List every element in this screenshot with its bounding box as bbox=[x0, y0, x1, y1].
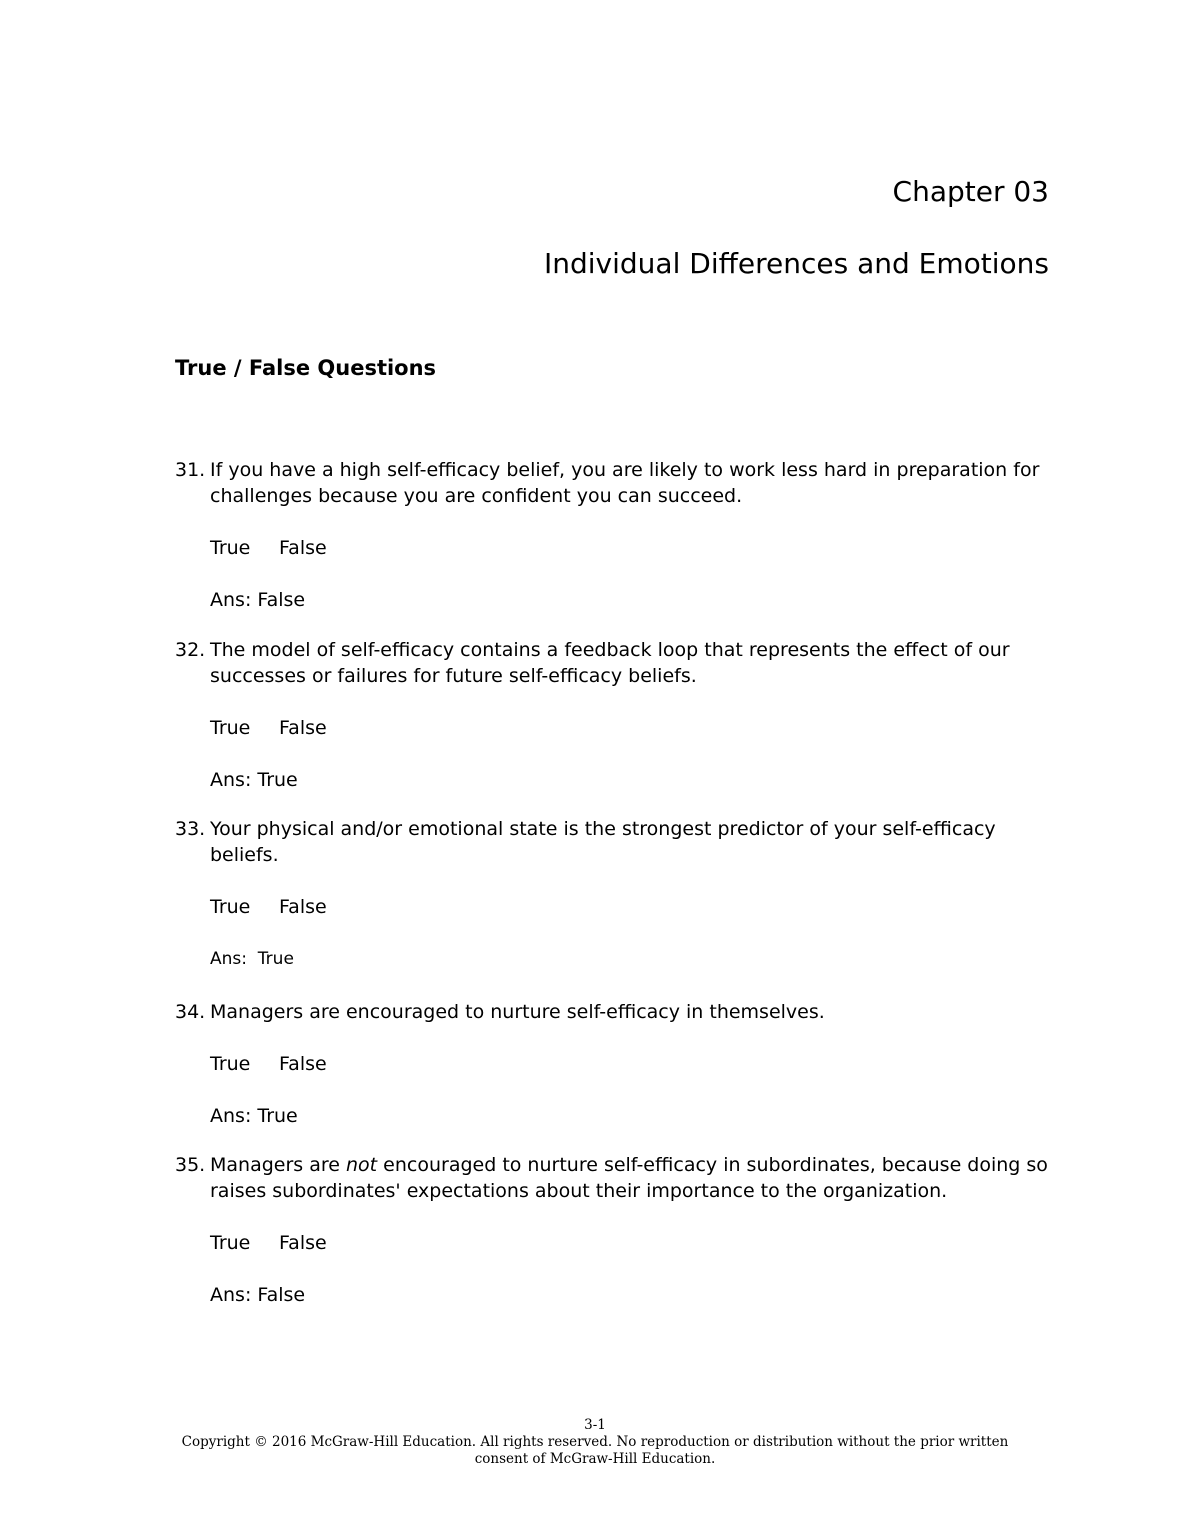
question-34 bbox=[175, 999, 1055, 1129]
question-35 bbox=[175, 1152, 1055, 1308]
answer-key: Ans: False bbox=[210, 1284, 306, 1306]
answer-key: Ans: True bbox=[210, 949, 294, 969]
question-number: 33. bbox=[175, 818, 206, 840]
question-text: Managers are encouraged to nurture self-efficacy in themselves. bbox=[210, 1001, 825, 1023]
question-number: 34. bbox=[175, 1001, 206, 1023]
chapter-number: Chapter 03 bbox=[892, 175, 1049, 208]
question-text-emphasis: not bbox=[346, 1154, 378, 1176]
choice-false: False bbox=[279, 1053, 327, 1075]
answer-choices bbox=[210, 894, 1055, 920]
question-text: The model of self-efficacy contains a feedback loop that represents the effect of our successes or failures for future self-efficacy beliefs. bbox=[210, 639, 1010, 687]
question-text: If you have a high self-efficacy belief, you are likely to work less hard in preparation for challenges because you are confident you can succeed. bbox=[210, 459, 1040, 507]
section-heading: True / False Questions bbox=[175, 356, 437, 380]
choice-true: True bbox=[210, 896, 251, 918]
choice-false: False bbox=[279, 717, 327, 739]
choice-false: False bbox=[279, 896, 327, 918]
page-number: 3-1 bbox=[584, 1417, 606, 1433]
answer-choices bbox=[210, 535, 1055, 561]
choice-true: True bbox=[210, 1232, 251, 1254]
question-number: 35. bbox=[175, 1154, 206, 1176]
answer-choices bbox=[210, 1230, 1055, 1256]
question-text: Your physical and/or emotional state is the strongest predictor of your self-efficacy beliefs. bbox=[210, 818, 996, 866]
page-footer bbox=[0, 1417, 1190, 1468]
answer-choices bbox=[210, 1051, 1055, 1077]
choice-true: True bbox=[210, 1053, 251, 1075]
choice-true: True bbox=[210, 537, 251, 559]
question-text bbox=[210, 1152, 1055, 1204]
question-32 bbox=[175, 637, 1055, 793]
question-number: 32. bbox=[175, 639, 206, 661]
choice-false: False bbox=[279, 537, 327, 559]
copyright-notice: Copyright © 2016 McGraw-Hill Education. All rights reserved. No reproduction or distribution without the prior written consent of McGraw-Hill Education. bbox=[181, 1434, 1009, 1467]
choice-false: False bbox=[279, 1232, 327, 1254]
answer-key: Ans: True bbox=[210, 1105, 298, 1127]
chapter-title: Individual Differences and Emotions bbox=[544, 247, 1049, 280]
answer-choices bbox=[210, 715, 1055, 741]
question-number: 31. bbox=[175, 459, 206, 481]
answer-key: Ans: False bbox=[210, 589, 306, 611]
question-31 bbox=[175, 457, 1055, 613]
question-text-after: encouraged to nurture self-efficacy in subordinates, because doing so raises subordinates' expectations about their importance to the organization. bbox=[210, 1154, 1048, 1202]
question-33 bbox=[175, 816, 1055, 972]
answer-key: Ans: True bbox=[210, 769, 298, 791]
choice-true: True bbox=[210, 717, 251, 739]
question-text-before: Managers are bbox=[210, 1154, 346, 1176]
